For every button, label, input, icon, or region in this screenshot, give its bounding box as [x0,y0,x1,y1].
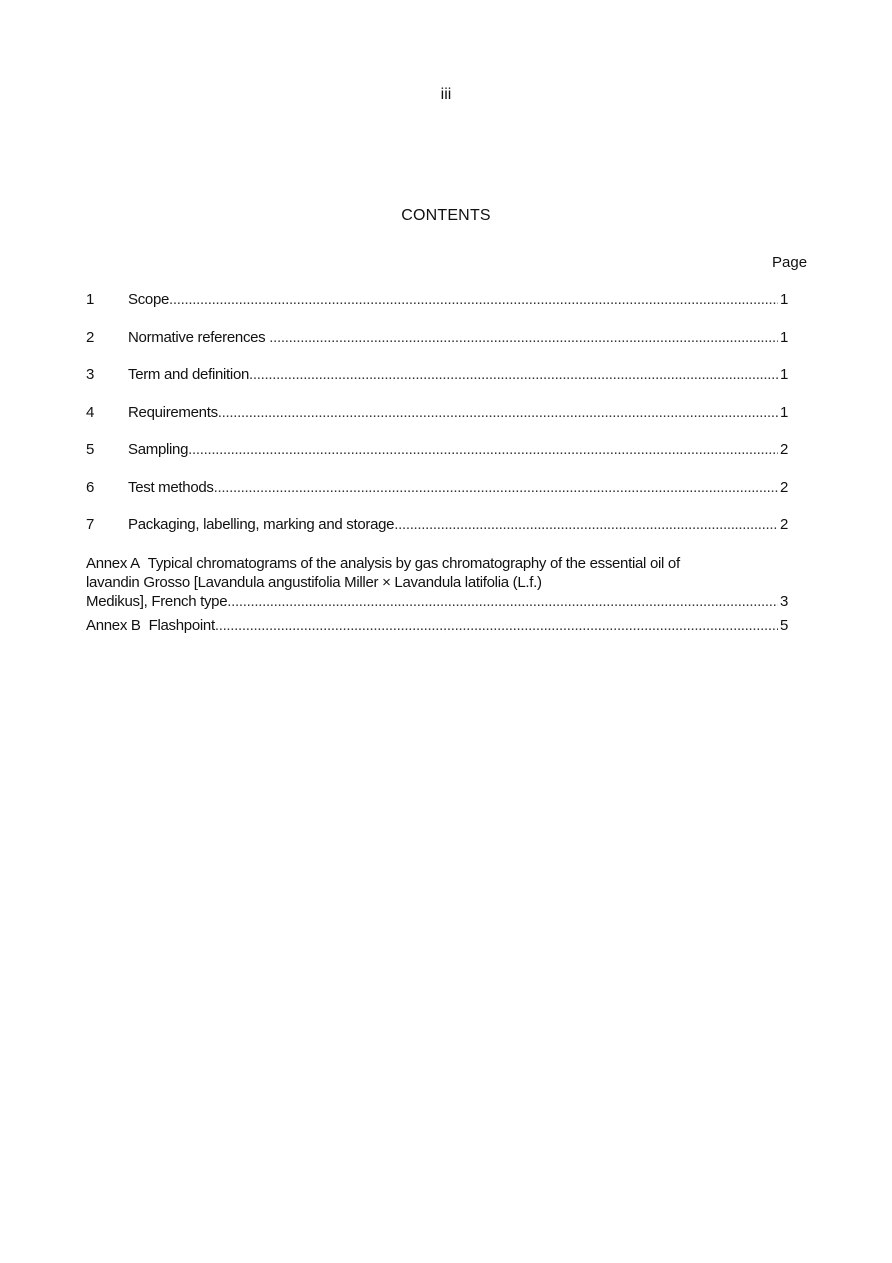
toc-entry-title: Test methods [128,478,214,496]
toc-leader-dots [269,329,778,347]
toc-entry-page: 1 [779,403,788,421]
toc-entry-page: 1 [779,328,788,346]
annex-a-title-line-1: Typical chromatograms of the analysis by gas chromatography of the essential oil of [147,554,680,572]
toc-entry-number: 7 [86,516,95,533]
toc-entry-1[interactable] [86,291,788,309]
toc-entry-5[interactable] [86,441,788,459]
annex-a-page: 3 [779,592,788,610]
toc-entry-6[interactable] [86,479,788,497]
toc-entry-number: 2 [86,328,95,346]
annex-a-title-line-3: Medikus], French type [86,592,228,610]
toc-leader-dots [218,404,778,422]
toc-leader-dots [188,441,778,459]
toc-entry-title: Sampling [128,441,189,458]
toc-entry-title: Requirements [128,403,218,421]
annex-a-last-line [86,592,788,611]
toc-entry-number: 4 [86,403,95,421]
toc-entry-number: 1 [86,291,95,308]
toc-entry-7[interactable] [86,516,788,534]
toc-entry-3[interactable] [86,366,788,384]
toc-entry-page: 1 [779,291,788,308]
toc-entry-2[interactable] [86,329,788,347]
contents-title: CONTENTS [401,207,491,224]
annex-b-page: 5 [779,616,788,634]
table-of-contents [86,291,788,635]
page-number: iii [440,86,452,103]
toc-entry-number: 3 [86,366,95,383]
annex-a-title-line-2: lavandin Grosso [Lavandula angustifolia Miller × Lavandula latifolia (L.f.) [86,573,542,591]
toc-leader-dots [215,616,778,635]
toc-leader-dots [394,516,778,534]
page-column-label: Page [772,254,808,271]
toc-leader-dots [227,592,778,611]
toc-entry-title: Scope [128,291,170,308]
annex-a-label: Annex A [86,554,140,572]
toc-entry-page: 2 [779,478,788,496]
toc-leader-dots [169,291,778,309]
toc-entry-4[interactable] [86,404,788,422]
toc-leader-dots [214,479,778,497]
annex-a-first-line [86,554,788,573]
toc-entry-page: 2 [779,441,788,458]
annex-b-label: Annex B [86,616,141,634]
toc-entry-page: 1 [779,366,788,383]
toc-leader-dots [249,366,778,384]
toc-entry-title: Normative references [128,328,270,346]
toc-entry-title: Packaging, labelling, marking and storage [128,516,395,533]
toc-entry-page: 2 [779,516,788,533]
toc-annex-b[interactable] [86,616,788,635]
annex-b-title: Flashpoint [148,616,215,634]
toc-entry-number: 5 [86,441,95,458]
toc-entry-title: Term and definition [128,366,250,383]
toc-annex-a[interactable] [86,554,788,611]
toc-entry-number: 6 [86,478,95,496]
